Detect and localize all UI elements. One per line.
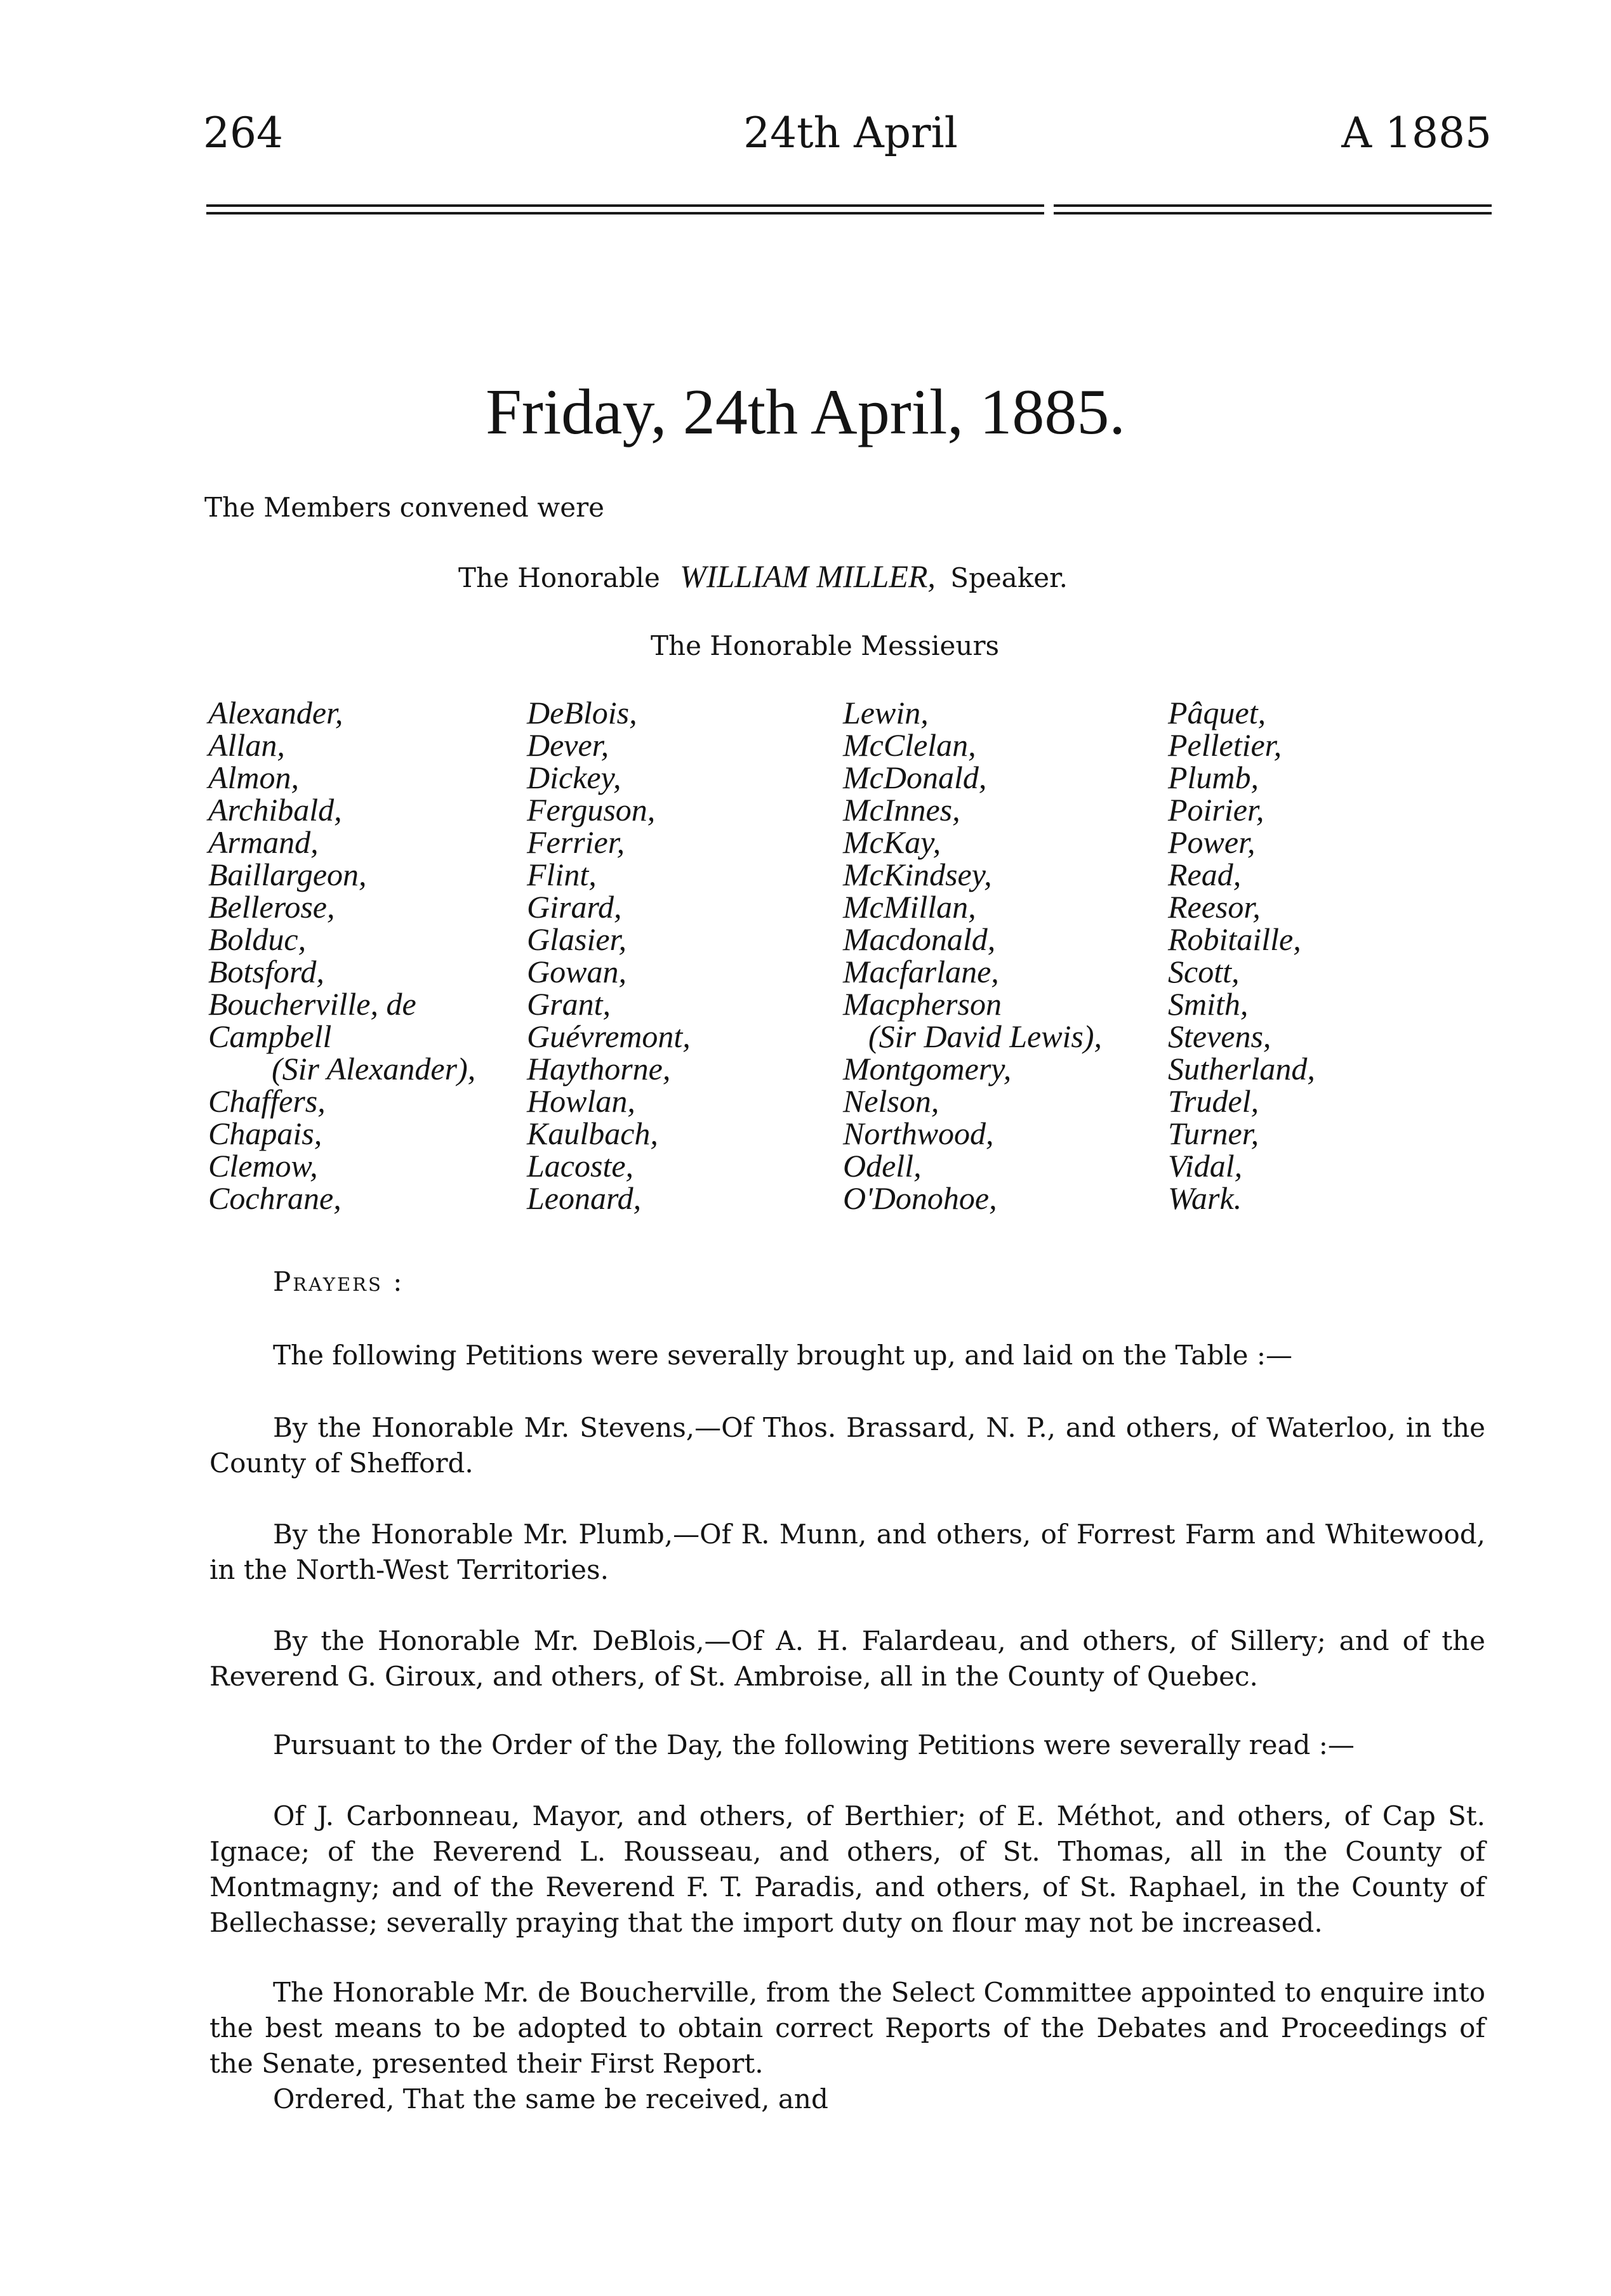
members-column-2 [527,697,691,1215]
order-of-day: Pursuant to the Order of the Day, the following Petitions were severally read :— [273,1729,1355,1760]
member-name: Odell, [843,1148,922,1184]
member-name: Chapais, [208,1116,322,1151]
member-name: Power, [1168,824,1256,860]
header-rule-right-bottom [1054,212,1492,214]
member-name: (Sir David Lewis), [868,1019,1103,1054]
member-name: Macdonald, [843,921,996,957]
running-header-date: 24th April [743,109,958,157]
members-column-3 [843,697,1102,1215]
member-name: Lewin, [843,695,929,730]
member-name: Allan, [208,727,285,763]
member-name: Clemow, [208,1148,318,1184]
member-name: Lacoste, [527,1148,634,1184]
members-convened-line: The Members convened were [204,492,604,523]
page-number: 264 [203,109,283,157]
member-name: Pâquet, [1168,695,1266,730]
member-name: Robitaille, [1168,921,1301,957]
member-name: McKay, [843,824,941,860]
member-name: Campbell [208,1019,332,1054]
member-name: Poirier, [1168,792,1264,828]
member-name: (Sir Alexander), [272,1051,476,1086]
member-name: Bolduc, [208,921,307,957]
speaker-line [458,558,1068,596]
members-column-1 [208,697,475,1215]
ordered-line: Ordered, That the same be received, and [273,2083,828,2115]
member-name: O'Donohoe, [843,1180,997,1216]
member-name: Dickey, [527,760,621,795]
member-name: McInnes, [843,792,960,828]
petition-plumb: By the Honorable Mr. Plumb,—Of R. Munn, and others, of Forrest Farm and Whitewood, in the North-West Territories. [209,1519,1485,1585]
member-name: McMillan, [843,889,976,925]
member-name: Alexander, [208,695,343,730]
speaker-name: WILLIAM MILLER, [680,558,936,594]
member-name: Read, [1168,857,1242,892]
page-title: Friday, 24th April, 1885. [486,376,1125,448]
member-name: Nelson, [843,1083,939,1119]
member-name: Leonard, [527,1180,642,1216]
boucherville-report: The Honorable Mr. de Boucherville, from the Select Committee appointed to enquire into the best means to be adopted to obtain correct Reports of the Debates and Proceedings of the Senate, presented their First Report. [209,1977,1485,2079]
member-name: Almon, [208,760,300,795]
header-rule-left-bottom [206,212,1044,214]
petitions-read: Of J. Carbonneau, Mayor, and others, of Berthier; of E. Méthot, and others, of Cap St. Ignace; of the Reverend L. Rousseau, and others, of St. Thomas, all in the County of Montmagny; and of the Reverend F. T. Paradis, and others, of St. Raphael, in the County of Bellechasse; severally praying that the import duty on flour may not be increased. [209,1800,1485,1938]
member-name: Haythorne, [527,1051,671,1086]
prayers-heading: Prayers : [273,1266,404,1297]
header-rule-left-top [206,204,1044,207]
petition-deblois: By the Honorable Mr. DeBlois,—Of A. H. Falardeau, and others, of Sillery; and of the Reverend G. Giroux, and others, of St. Ambroise, all in the County of Quebec. [209,1625,1485,1692]
member-name: DeBlois, [527,695,637,730]
member-name: Armand, [208,824,319,860]
member-name: Boucherville, de [208,986,416,1022]
member-name: Reesor, [1168,889,1261,925]
member-name: Pelletier, [1168,727,1282,763]
members-column-4 [1168,697,1315,1215]
petitions-intro: The following Petitions were severally brought up, and laid on the Table :— [273,1340,1293,1371]
member-name: Plumb, [1168,760,1259,795]
member-name: Sutherland, [1168,1051,1315,1086]
member-name: Montgomery, [843,1051,1012,1086]
member-name: Guévremont, [527,1019,691,1054]
member-name: Wark. [1168,1180,1242,1216]
member-name: Cochrane, [208,1180,341,1216]
member-name: Ferrier, [527,824,625,860]
member-name: Turner, [1168,1116,1259,1151]
member-name: Macpherson [843,986,1002,1022]
running-header-year: A 1885 [1341,109,1492,157]
member-name: Bellerose, [208,889,335,925]
member-name: Botsford, [208,954,324,989]
member-name: Chaffers, [208,1083,326,1119]
member-name: Trudel, [1168,1083,1259,1119]
member-name: Girard, [527,889,622,925]
member-name: Macfarlane, [843,954,999,989]
member-name: Northwood, [843,1116,994,1151]
member-name: Dever, [527,727,609,763]
member-name: Scott, [1168,954,1240,989]
messieurs-heading: The Honorable Messieurs [651,630,1000,661]
speaker-prefix: The Honorable [458,562,660,593]
speaker-role: Speaker. [950,562,1068,593]
member-name: Ferguson, [527,792,656,828]
header-rule-right-top [1054,204,1492,207]
member-name: Grant, [527,986,611,1022]
member-name: McKindsey, [843,857,992,892]
member-name: Vidal, [1168,1148,1243,1184]
member-name: McDonald, [843,760,987,795]
member-name: Howlan, [527,1083,635,1119]
member-name: Stevens, [1168,1019,1271,1054]
member-name: Flint, [527,857,597,892]
petition-stevens: By the Honorable Mr. Stevens,—Of Thos. Brassard, N. P., and others, of Waterloo, in the County of Shefford. [209,1412,1485,1479]
member-name: Baillargeon, [208,857,367,892]
member-name: McClelan, [843,727,976,763]
member-name: Archibald, [208,792,342,828]
member-name: Kaulbach, [527,1116,658,1151]
member-name: Glasier, [527,921,626,957]
member-name: Smith, [1168,986,1249,1022]
member-name: Gowan, [527,954,626,989]
